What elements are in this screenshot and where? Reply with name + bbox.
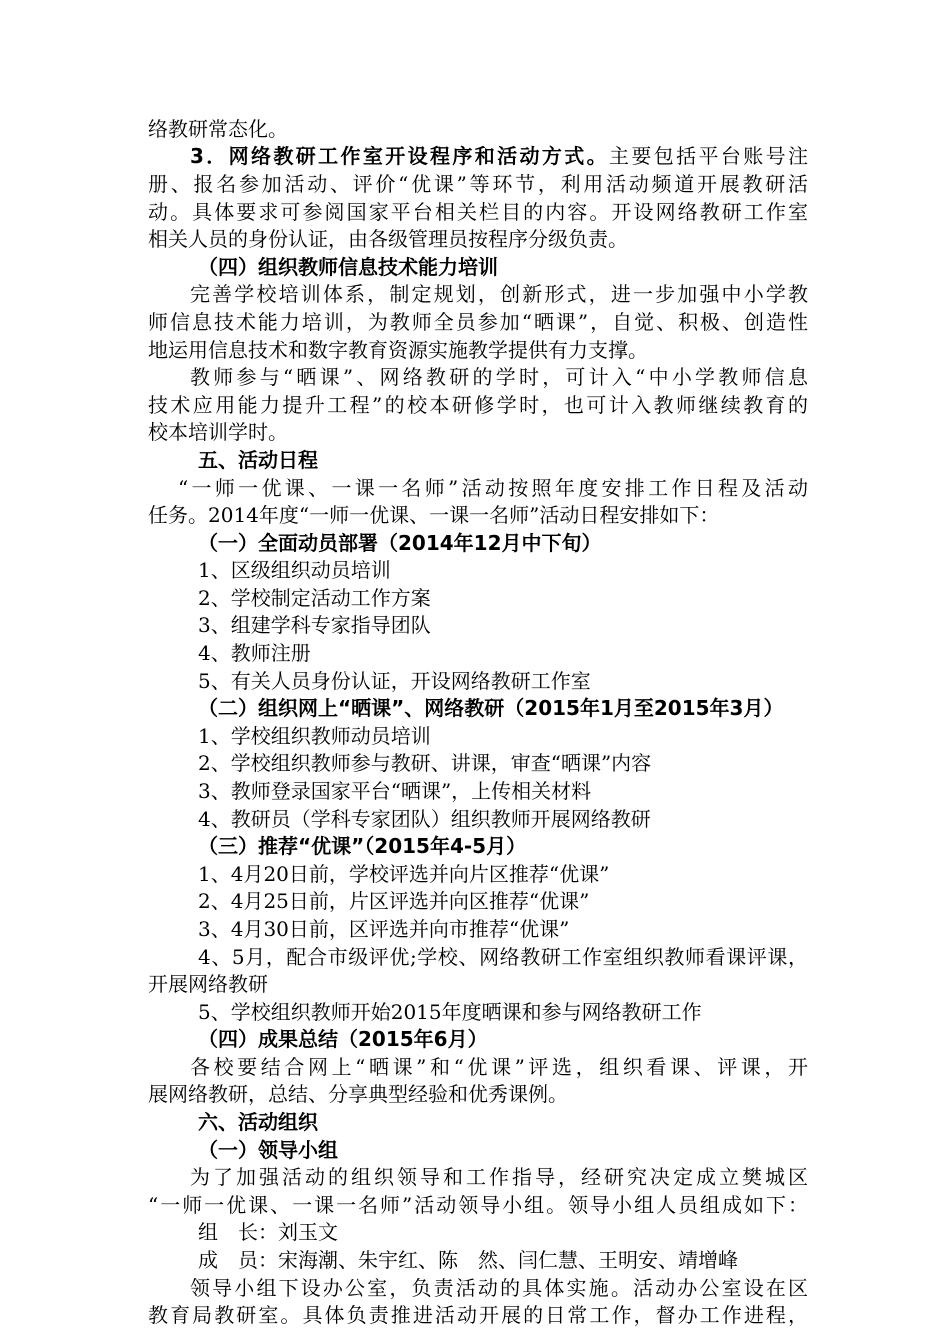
text-line: 展网络教研，总结、分享典型经验和优秀课例。: [148, 1082, 568, 1106]
list-item: 2、学校组织教师参与教研、讲课，审查“晒课”内容: [198, 751, 652, 775]
text-line: 校本培训学时。: [148, 420, 288, 444]
text-line: 地运用信息技术和数字教育资源实施教学提供有力支撑。: [148, 338, 648, 362]
text-line: 相关人员的身份认证，由各级管理员按程序分级负责。: [148, 227, 628, 251]
list-item: 3、教师登录国家平台“晒课”，上传相关材料: [198, 779, 592, 803]
text-line: 组 长：刘玉文: [198, 1220, 338, 1244]
subsection-heading: （四）组织教师信息技术能力培训: [198, 255, 498, 279]
list-item: 4、5月，配合市级评优;学校、网络教研工作室组织教师看课评课，: [198, 945, 808, 969]
text-line: 技术应用能力提升工程”的校本研修学时，也可计入教师继续教育的: [148, 393, 808, 417]
list-item: 3、组建学科专家指导团队: [198, 613, 431, 637]
list-item: 5、有关人员身份认证，开设网络教研工作室: [198, 669, 591, 693]
list-item: 1、4月20日前，学校评选并向片区推荐“优课”: [198, 862, 610, 886]
text-line: 册、报名参加活动、评价“优课”等环节，利用活动频道开展教研活: [148, 172, 808, 196]
list-item: 2、学校制定活动工作方案: [198, 586, 431, 610]
text-line: 师信息技术能力培训，为教师全员参加“晒课”，自觉、积极、创造性: [148, 310, 808, 334]
text-line: 领导小组下设办公室，负责活动的具体实施。活动办公室设在区: [190, 1276, 808, 1300]
subsection-heading: （一）领导小组: [198, 1138, 338, 1162]
list-item: 3、4月30日前，区评选并向市推荐“优课”: [198, 917, 570, 941]
list-item: 1、学校组织教师动员培训: [198, 724, 431, 748]
text-line: 动。具体要求可参阅国家平台相关栏目的内容。开设网络教研工作室: [148, 200, 808, 224]
subsection-heading: （三）推荐“优课”（2015年4-5月）: [198, 834, 527, 858]
text-line: 任务。2014年度“一师一优课、一课一名师”活动日程安排如下：: [148, 503, 720, 527]
subsection-heading: （二）组织网上“晒课”、网络教研（2015年1月至2015年3月）: [198, 696, 784, 720]
section-heading: 五、活动日程: [198, 448, 318, 472]
text-line: 教师参与“晒课”、网络教研的学时，可计入“中小学教师信息: [190, 365, 808, 389]
text-line: 开展网络教研: [148, 972, 268, 996]
subsection-heading: （一）全面动员部署（2014年12月中下旬）: [198, 531, 602, 555]
section-heading: 六、活动组织: [198, 1110, 318, 1134]
text-line: “一师一优课、一课一名师”活动按照年度安排工作日程及活动: [178, 476, 808, 500]
list-item: 2、4月25日前，片区评选并向区推荐“优课”: [198, 889, 590, 913]
text-line: “一师一优课、一课一名师”活动领导小组。领导小组人员组成如下：: [148, 1193, 808, 1217]
text-line: 教育局教研室。具体负责推进活动开展的日常工作，督办工作进程，: [148, 1303, 808, 1327]
list-item: 1、区级组织动员培训: [198, 558, 391, 582]
text-line: 主要包括平台账号注: [609, 144, 809, 168]
list-item: 4、教研员（学科专家团队）组织教师开展网络教研: [198, 807, 651, 831]
text-line: 络教研常态化。: [148, 117, 288, 141]
text-line: 各校要结合网上“晒课”和“优课”评选，组织看课、评课，开: [190, 1055, 808, 1079]
list-item: 4、教师注册: [198, 641, 311, 665]
numbered-point-3: [190, 144, 808, 169]
text-line: 为了加强活动的组织领导和工作指导，经研究决定成立樊城区: [190, 1165, 808, 1189]
text-line: 完善学校培训体系，制定规划，创新形式，进一步加强中小学教: [190, 282, 808, 306]
list-item: 5、学校组织教师开始2015年度晒课和参与网络教研工作: [198, 1000, 702, 1024]
subsection-heading: （四）成果总结（2015年6月）: [198, 1027, 488, 1051]
text-line: 成 员：宋海潮、朱宇红、陈 然、闫仁慧、王明安、靖增峰: [198, 1248, 738, 1272]
point-heading: 3．网络教研工作室开设程序和活动方式。: [190, 144, 610, 168]
